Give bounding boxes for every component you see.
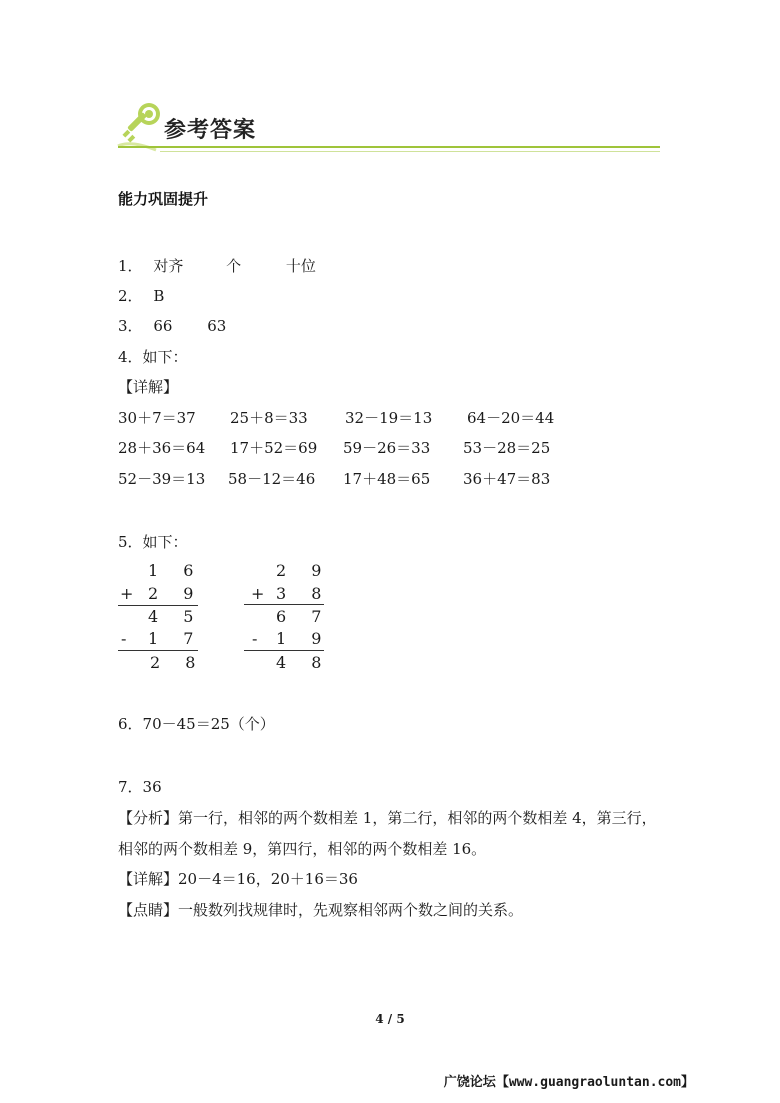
answer-4-detail-label: 【详解】 [118,378,179,396]
calc-rule [244,650,324,651]
calc-row: 3 8 [276,584,332,603]
answer-6: 6．70－45＝25（个） [118,715,275,733]
equation: 17＋52＝69 [230,439,318,457]
answer-2-number: 2． [118,287,143,305]
equation: 17＋48＝65 [343,470,431,488]
calc-rule [244,604,324,605]
answer-1-b: 个 [226,257,242,275]
equation: 58－12＝46 [228,470,316,488]
answer-7-key-point: 【点睛】一般数列找规律时，先观察相邻两个数之间的关系。 [118,901,524,919]
header-divider [118,146,660,148]
equation: 52－39＝13 [118,470,206,488]
answer-7-detail: 【详解】20－4＝16，20＋16＝36 [118,870,358,888]
answer-7-analysis: 【分析】第一行，相邻的两个数相差 1，第二行，相邻的两个数相差 4，第三行， [118,809,657,827]
calc-row: 1 9 [276,629,332,648]
operator: + [251,584,275,603]
calc-row: 6 7 [276,607,332,626]
answer-1-c: 十位 [285,257,316,275]
footer-watermark [444,1071,694,1090]
calc-row: 4 5 [148,607,204,626]
operator: - [252,629,268,648]
page-number: 4 / 5 [375,1012,405,1026]
answer-3-number: 3． [118,317,143,335]
operator: + [120,584,144,603]
equation: 64－20＝44 [467,409,555,427]
equation: 53－28＝25 [463,439,551,457]
calc-rule [118,650,198,651]
answer-4-intro: 4．如下： [118,348,188,366]
answer-5-intro: 5．如下： [118,533,188,551]
equation: 25＋8＝33 [230,409,308,427]
calc-row: 1 7 [148,629,204,648]
answer-1 [118,255,316,276]
section-title: 能力巩固提升 [118,190,209,208]
answer-2 [118,285,164,306]
key-icon [116,100,166,152]
page-title: 参考答案 [164,118,257,143]
answer-1-number: 1． [118,257,143,275]
answer-1-a: 对齐 [153,257,184,275]
calc-row: 1 6 [148,561,204,580]
calc-rule [118,605,198,606]
answer-3-a: 66 [153,317,173,335]
calc-row: 2 9 [276,561,332,580]
answer-3-b: 63 [207,317,227,335]
answer-7: 7．36 [118,778,162,796]
footer-site-url: 【www.guangraoluntan.com】 [495,1075,694,1090]
footer-site-name: 广饶论坛 [443,1075,496,1090]
answer-3 [118,315,226,336]
calc-row: 4 8 [276,653,332,672]
equation: 28＋36＝64 [118,439,206,457]
header-divider-secondary [160,151,660,152]
equation: 32－19＝13 [345,409,433,427]
equation: 59－26＝33 [343,439,431,457]
answer-7-analysis-cont: 相邻的两个数相差 9，第四行，相邻的两个数相差 16。 [118,840,487,858]
equation: 36＋47＝83 [463,470,551,488]
operator: - [121,629,137,648]
answer-2-a: B [153,287,165,305]
calc-row: 2 9 [148,584,204,603]
equation: 30＋7＝37 [118,409,196,427]
calc-row: 2 8 [150,653,206,672]
